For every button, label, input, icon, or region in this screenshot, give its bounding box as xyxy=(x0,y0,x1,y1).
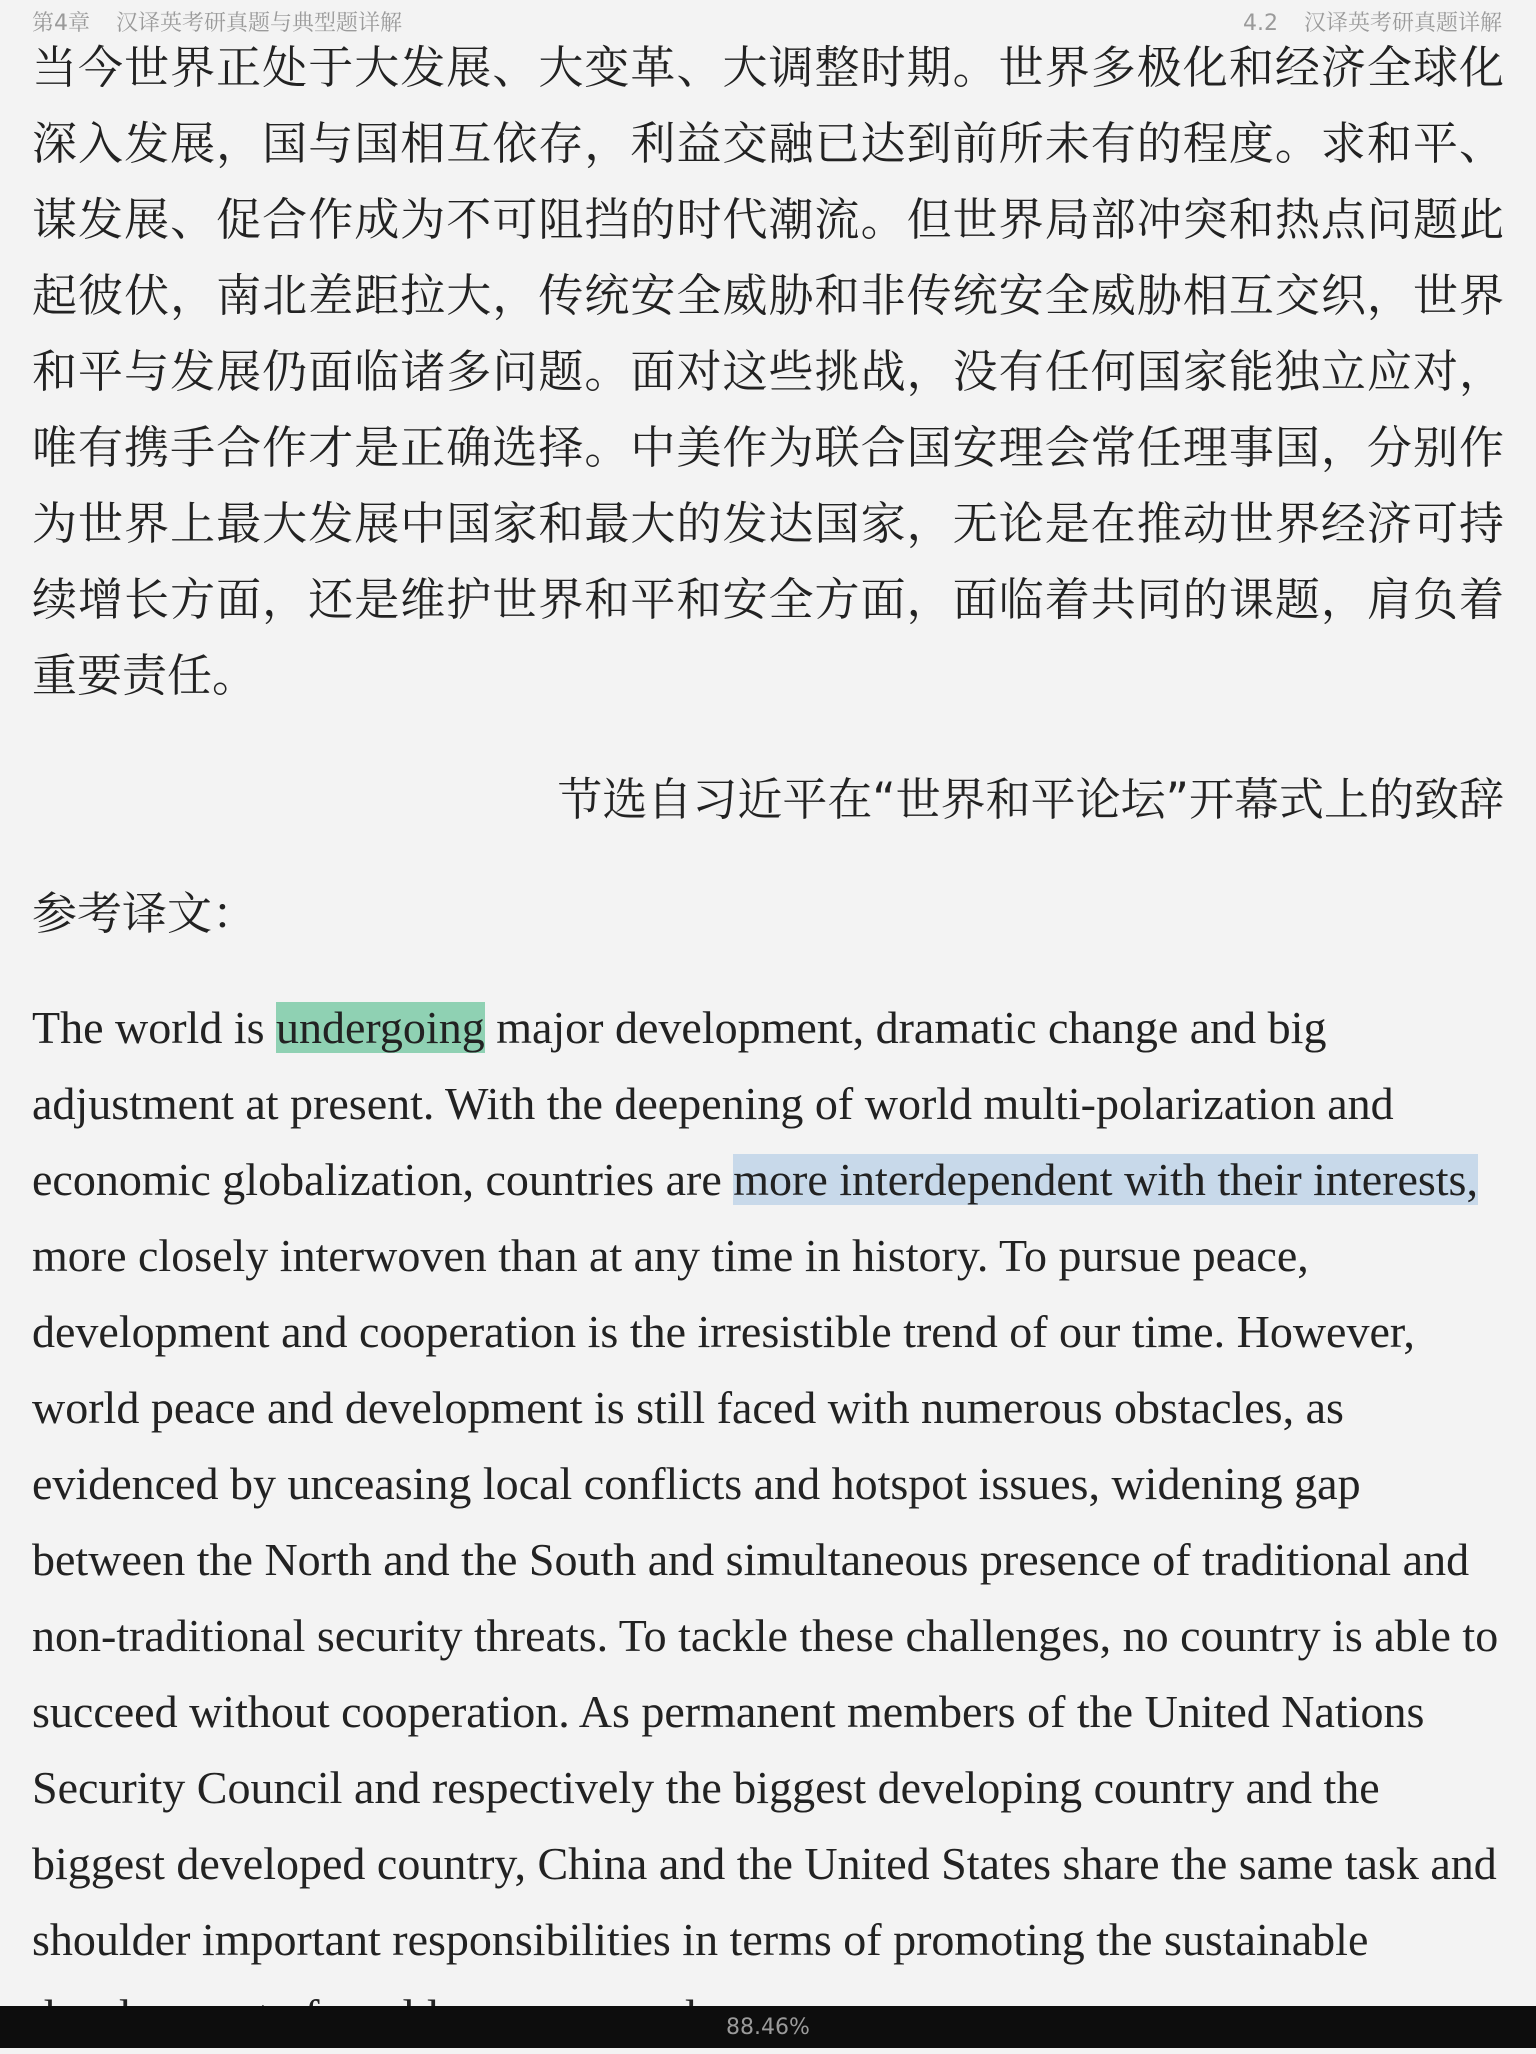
chapter-label: 第4章 xyxy=(32,11,90,36)
section-number: 4.2 xyxy=(1242,11,1278,36)
source-attribution: 节选自习近平在“世界和平论坛”开幕式上的致辞 xyxy=(557,773,1504,826)
reference-translation-label: 参考译文： xyxy=(32,887,258,940)
reading-progress-text: 88.46% xyxy=(726,2015,810,2040)
translation-text-3: more closely interwoven than at any time in history. To pursue peace, development and cooperation is the irresistible trend of our time. However, world peace and development is still faced with numerous obstacles, as evidenced by unceasing local conflicts and hotspot issues, widening gap between the North and the South and simultaneous presence of traditional and non-traditional security threats. To tackle these challenges, no country is able to succeed without cooperation. As permanent members of the United Nations Security Council and respectively the biggest developing country and the biggest developed country, China and the United States share the same task and shoulder important responsibilities in terms of promoting the sustainable xyxy=(32,1230,1499,1965)
chapter-title: 汉译英考研真题与典型题详解 xyxy=(116,11,403,36)
section-title: 汉译英考研真题详解 xyxy=(1303,11,1502,36)
highlight-green[interactable]: undergoing xyxy=(276,1002,485,1053)
highlight-blue[interactable]: more interdependent with their interests, xyxy=(733,1154,1478,1205)
chinese-passage[interactable]: 当今世界正处于大发展、大变革、大调整时期。世界多极化和经济全球化深入发展，国与国相互依存，利益交融已达到前所未有的程度。求和平、谋发展、促合作成为不可阻挡的时代潮流。但世界局部冲突和热点问题此起彼伏，南北差距拉大，传统安全威胁和非传统安全威胁相互交织，世界和平与发展仍面临诸多问题。面对这些挑战，没有任何国家能独立应对，唯有携手合作才是正确选择。中美作为联合国安理会常任理事国，分别作为世界上最大发展中国家和最大的发达国家，无论是在推动世界经济可持续增长方面，还是维护世界和平和安全方面，面临着共同的课题，肩负着重要责任。 xyxy=(32,41,1504,702)
translation-text-2: major development, dramatic change and big adjustment at present. With the deepening of world multi-polarization and economic globalization, countries are xyxy=(32,1002,1394,1205)
page-content[interactable] xyxy=(32,30,1504,2054)
reading-progress-bar[interactable] xyxy=(0,2006,1536,2048)
english-translation[interactable] xyxy=(32,990,1512,2054)
translation-text-1: The world is xyxy=(32,1002,277,1053)
